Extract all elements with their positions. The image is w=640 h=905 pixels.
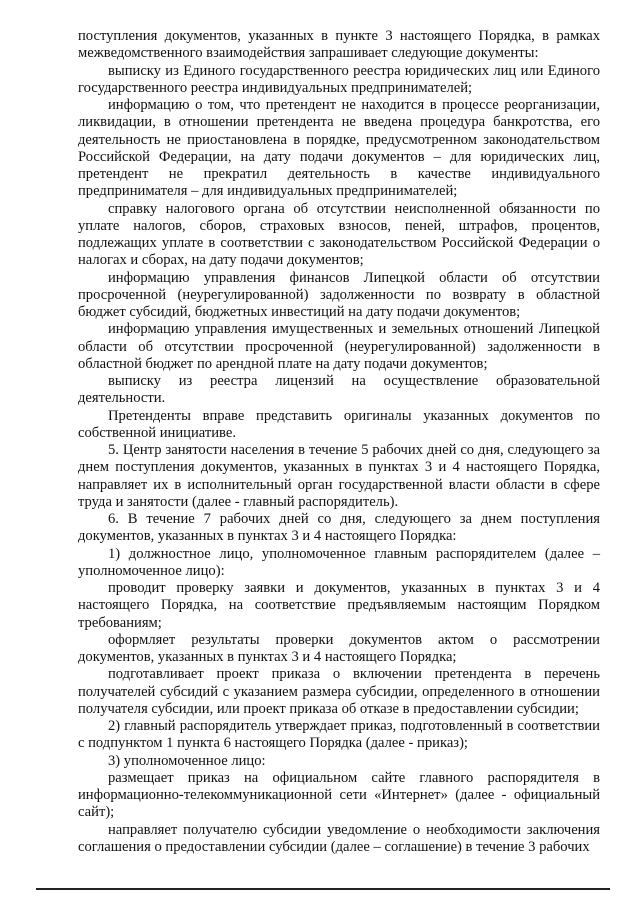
paragraph-finance-info: информацию управления финансов Липецкой области об отсутствии просроченной (неурегулированной) задолженности по возврату в областной бюджет субсидий, бюджетных инвестиций на дату подачи документов; [78,269,600,320]
paragraph-publish-order: размещает приказ на официальном сайте главного распорядителя в информационно-телекоммуникационной сети «Интернет» (далее - официальный сайт); [78,769,600,821]
paragraph-reorganization-info: информацию о том, что претендент не находится в процессе реорганизации, ликвидации, в отношении претендента не введена процедура банкротства, его деятельность не приостановлена в порядке, предусмотренном законодательством Российской Федерации, на дату подачи документов – для юридических лиц, претендент не прекратил деятельность в качестве индивидуального предпринимателя – для индивидуальных предпринимателей; [78,97,600,200]
paragraph-property-info: информацию управления имущественных и земельных отношений Липецкой области об отсутствии просроченной (неурегулированной) задолженности в областной бюджет по арендной плате на дату подачи документов; [78,321,600,372]
paragraph-license-extract: выписку из реестра лицензий на осуществление образовательной деятельности. [78,373,600,407]
paragraph-check-application: проводит проверку заявки и документов, указанных в пунктах 3 и 4 настоящего Порядка, на соответствие предъявляемым настоящим Порядком требованиям; [78,580,600,631]
paragraph-originals: Претенденты вправе представить оригиналы указанных документов по собственной инициативе. [78,407,600,441]
paragraph-draft-order: подготавливает проект приказа о включении претендента в перечень получателей субсидий с указанием размера субсидии, определенного в отношении получателя субсидии, или проект приказа об отказе в предоставлении субсидии; [78,666,600,717]
paragraph-notify-recipient: направляет получателю субсидии уведомление о необходимости заключения соглашения о предоставлении субсидии (далее – соглашение) в течение 3 рабочих [78,821,600,855]
paragraph-continuation: поступления документов, указанных в пункте 3 настоящего Порядка, в рамках межведомственного взаимодействия запрашивает следующие документы: [78,28,600,62]
paragraph-egrul-extract: выписку из Единого государственного реестра юридических лиц или Единого государственного реестра индивидуальных предпринимателей; [78,62,600,96]
paragraph-subitem-2: 2) главный распорядитель утверждает приказ, подготовленный в соответствии с подпунктом 1 пункта 6 настоящего Порядка (далее - приказ); [78,718,600,752]
paragraph-check-act: оформляет результаты проверки документов актом о рассмотрении документов, указанных в пунктах 3 и 4 настоящего Порядка; [78,631,600,665]
paragraph-subitem-3: 3) уполномоченное лицо: [108,752,266,769]
paragraph-subitem-1: 1) должностное лицо, уполномоченное главным распорядителем (далее – уполномоченное лицо): [78,545,600,579]
paragraph-tax-certificate: справку налогового органа об отсутствии неисполненной обязанности по уплате налогов, сборов, страховых взносов, пеней, штрафов, процентов, подлежащих уплате в соответствии с законодательством Российской Федерации о налогах и сборах, на дату подачи документов; [78,200,600,269]
paragraph-item-5: 5. Центр занятости населения в течение 5 рабочих дней со дня, следующего за днем поступления документов, указанных в пунктах 3 и 4 настоящего Порядка, направляет их в исполнительный орган государственной власти области в сфере труда и занятости (далее - главный распорядитель). [78,442,600,510]
bottom-divider [36,888,610,890]
paragraph-item-6: 6. В течение 7 рабочих дней со дня, следующего за днем поступления документов, указанных в пунктах 3 и 4 настоящего Порядка: [78,511,600,545]
document-body [78,28,600,856]
